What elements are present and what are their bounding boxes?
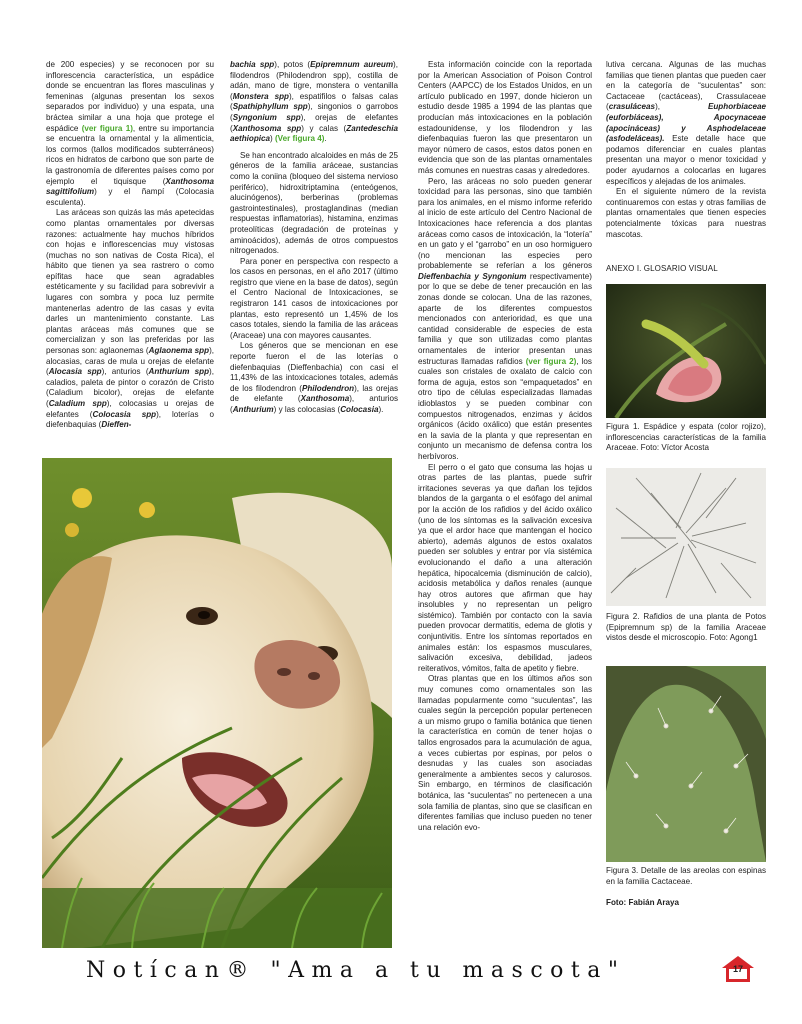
paragraph: Las aráceas son quizás las más apetecidas como plantas ornamentales por diversas razones: actualmente hay muchos híbridos con hojas e inflorescencias muy vistosas (muchas no son nativas de Costa Rica), el hábito que tienen ya sea rastrero o como epífitas hace que sean agradables estéticamente y su facilidad para sobrevivir a lugares con sombra y poca luz permite mantenerlas adentro de las casas y evita darles un mantenimiento constante. Las plantas aráceas más comunes que se comercializan y son las preferidas por las personas son: aglaonemas (Aglaonema spp), alocasias, caras de mula u orejas de elefante (Alocasia spp), anturios (Anthurium spp), caladios, paleta de pintor o corazón de Cristo (Caladium bicolor), orejas de elefante (Caladium spp), colocasias u orejas de elefantes (Colocasia spp), loterías o diefenbaquias (Dieffen- — [46, 208, 215, 430]
photo-credit: Foto: Fabián Araya — [606, 898, 680, 907]
figure-1-anthurium-photo — [606, 284, 766, 418]
article-column-1 — [46, 60, 214, 431]
article-column-3 — [418, 60, 592, 833]
paragraph: bachia spp), potos (Epipremnum aureum), filodendros (Philodendron spp), costilla de adán, mano de tigre, monstera o ventanilla (Monstera spp), espatifilos o falsas calas (Spathiphyllum spp), singonios o garrobos (Syngonium spp), orejas de elefantes (Xanthosoma spp) y calas (Zantedeschia aethiopica) (Ver figura 4). — [230, 60, 398, 144]
figure-3-caption: Figura 3. Detalle de las areolas con espinas en la familia Cactaceae. — [606, 866, 766, 886]
magazine-footer-title: Notícan® "Ama a tu mascota" — [86, 958, 626, 983]
figure-1-caption: Figura 1. Espádice y espata (color rojizo), inflorescencias características de la familia Araceae. Foto: Víctor Acosta — [606, 422, 766, 453]
paragraph: Otras plantas que en los últimos años son muy comunes como ornamentales son las llamadas popularmente como “suculentas”, las cuales según la percepción popular pertenecen a un mismo grupo o familia botánica que tienen la característica en común de tener hojas o tallos engrosados para la acumulación de agua, a veces cubiertas por espinas, por pelos o desnudas y las cuales son asociadas generalmente a ambientes secos y calurosos. Sin embargo, en términos de clasificación botánica, las “suculentas” no pertenecen a una sola familia de plantas, sino que se clasifican en diferentes familias que incluso pueden no tener una relación evo- — [418, 674, 592, 832]
page-number: 17 — [732, 964, 743, 974]
paragraph: Para poner en perspectiva con respecto a los casos en personas, en el año 2017 (último registro que viene en la base de datos), según el Centro Nacional de Intoxicaciones, se registraron 141 casos de intoxicaciones por plantas, esto representó un 1,45% de los casos totales, siendo la familia de las aráceas (Araceae) una con mayores causantes. — [230, 256, 398, 340]
paragraph: Se han encontrado alcaloides en más de 25 géneros de la familia aráceae, sustancias como la coniina (bloqueo del sistema nervioso periférico), hidroxitriptamina (enteógenos, alucinógenos), berberinas (problemas gastrointestinales), prostaglandinas (median respuestas inflamatorias), histamina, enzimas proteolíticas (degradación de proteínas y aminoácidos), además de otros compuestos nitrogenados. — [230, 150, 398, 256]
paragraph: de 200 especies) y se reconocen por su inflorescencia característica, un espádice donde se encuentran las flores masculinas y femeninas (algunas presentan los sexos separados por individuo) y una espata, una bráctea similar a una hoja que protege el espádice (ver figura 1), entre su importancia se encuentra la ornamental y la alimenticia, los cormos (tallos modificados subterráneos) ricos en hidratos de carbono que son parte de la gastronomía de diferentes países como por ejemplo el tiquisque (Xanthosoma sagittifolium) y el ñampí (Colocasia esculenta). — [46, 60, 214, 207]
figure-3-cactus-photo — [606, 666, 766, 862]
paragraph: El perro o el gato que consuma las hojas u otras partes de las plantas, puede sufrir irritaciones severas ya que dañan los tejidos blandos de la garganta o el esófago del animal por la acción de los rafidios y del ácido oxálico (uno de los síntomas es la salivación excesiva ya que el ardor hace que mantengan el hocico abierto), además algunos de estos oxalatos pueden ser solubles y entrar por vía sistémica evolucionando el daño a una alteración hepática, hipocalcemia (disminución de calcio), acidosis metabólica y daños renales (aunque hay otros autores que afirman que hay insolubles y no representan un peligro sistémico). También por contacto con la savia pueden provocar dermatitis, edema de glotis y conjuntivitis. Entre los síntomas reportados en animales están: los espasmos musculares, salivación excesiva, debilidad, jadeos reiterativos, vómitos, falta de apetito y fiebre. — [418, 462, 592, 673]
paragraph: En el siguiente número de la revista continuaremos con estas y otras familias de plantas ornamentales que tienen especies potencialmente tóxicas para nuestras mascotas. — [606, 187, 766, 239]
article-column-4 — [606, 60, 766, 240]
paragraph: Pero, las aráceas no solo pueden generar toxicidad para las personas, sino que también para los animales, en el mismo informe referido al inicio de este artículo del Centro Nacional de Intoxicaciones hace referencia a dos plantas aráceas como casos de intoxicación, la “lotería” en un gato y el “garrobo” en un oso hormiguero (no mencionan las especies pero probablemente se referían a los géneros Dieffenbachia y Syngonium respectivamente) por lo que se debe de tener precaución en las zonas donde se colocan. Una de las razones, aparte de los diferentes compuestos mencionados con anterioridad, es que una cantidad considerable de especies de esta familia y que son utilizadas como plantas ornamentales de interior presentan unas estructuras llamadas rafidios (ver figura 2), los cuales son cristales de oxalato de calcio con forma de aguja, estos son “empaquetados” en otro tipo de células especializadas llamadas idioblastos y se pueden combinar con compuestos nitrogenados, enzimas y ácidos orgánicos (ácido oxálico) que están presentes en la savia de la planta y que representan en conjunto un mecanismo de defensa contra los herbívoros. — [418, 176, 592, 461]
glossary-title: ANEXO I. GLOSARIO VISUAL — [606, 264, 718, 273]
paragraph: Esta información coincide con la reportada por la American Association of Poison Control Centers (AAPCC) de los Estados Unidos, en un artículo publicado en 1997, donde hicieron un estudio desde 1985 a 1994 de las plantas que producían más intoxicaciones en la población estadounidense, y los filodendron y las diefenbaquias fueron las que presentaron un mayor número de casos, estos datos ponen en evidencia que son de las plantas ornamentales más comunes en nuestras casas y alrededores. — [418, 60, 592, 175]
paragraph: Los géneros que se mencionan en ese reporte fueron el de las loterías o diefenbaquias (Dieffenbachia) con casi el 11,43% de las intoxicaciones totales, además de los filodendron (Philodendron), las orejas de elefante (Xanthosoma), anturios (Anthurium) y las colocasias (Colocasia). — [230, 341, 398, 414]
article-column-2 — [230, 60, 398, 416]
paragraph: lutiva cercana. Algunas de las muchas familias que tienen plantas que pueden caer en la categoría de “suculentas” son: Cactaceae (cactáceas), Crassulaceae (crasuláceas), Euphorbiaceae (euforbiáceas), Apocynaceae (apocináceas) y Asphodelaceae (asfodeláceas). Este detalle hace que podamos diferenciar en cuales plantas presentan una mayor o menor toxicidad y poder ayudarnos a colocarlas en lugares específicos y alejadas de los animales. — [606, 60, 766, 186]
dog-eating-grass-photo — [42, 458, 392, 948]
figure-2-raphides-photo — [606, 468, 766, 606]
figure-2-caption: Figura 2. Rafidios de una planta de Potos (Epipremnum sp) de la familia Araceae vistos desde el microscopio. Foto: Agong1 — [606, 612, 766, 643]
